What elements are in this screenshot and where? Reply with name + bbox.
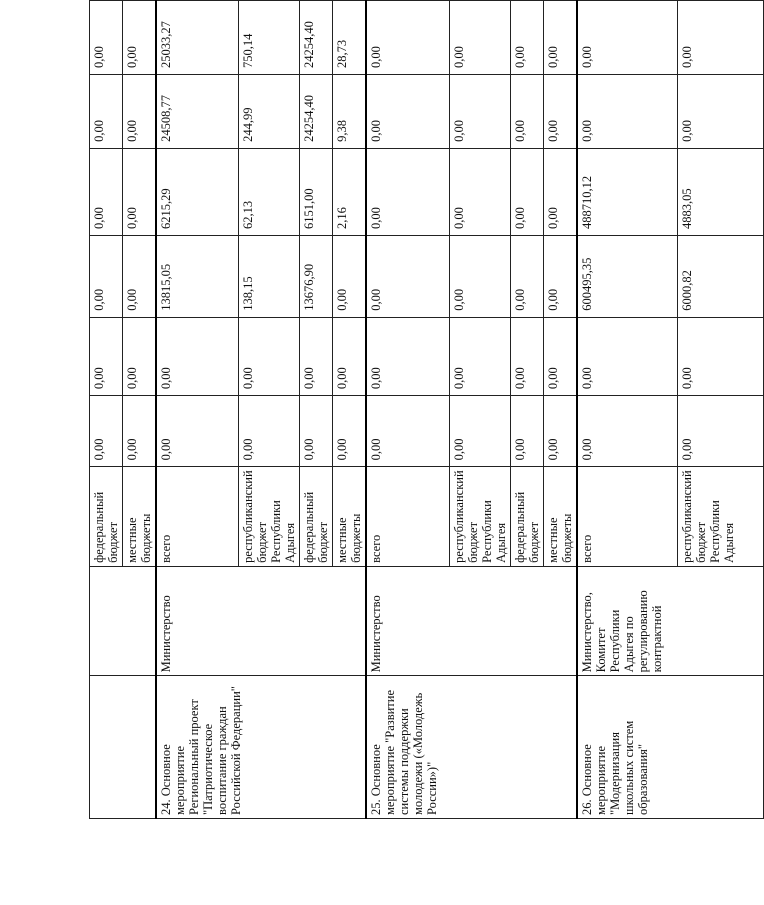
amount-cell: 0,00 (366, 148, 450, 235)
amount-cell: 0,00 (577, 396, 677, 467)
funding-source-cell: федеральный бюджет (511, 467, 544, 567)
amount-cell: 0,00 (677, 396, 763, 467)
funding-source-cell: всего (156, 467, 238, 567)
amount-cell: 0,00 (450, 74, 511, 148)
table-body (90, 1, 764, 819)
executor-cell: Министерство (156, 566, 366, 676)
amount-cell: 0,00 (511, 236, 544, 318)
amount-cell: 0,00 (90, 1, 123, 75)
amount-cell: 0,00 (366, 236, 450, 318)
amount-cell: 750,14 (238, 1, 299, 75)
amount-cell: 0,00 (511, 74, 544, 148)
amount-cell: 0,00 (677, 74, 763, 148)
funding-source-cell: республиканский бюджет Республики Адыгея (238, 467, 299, 567)
amount-cell: 0,00 (123, 236, 157, 318)
amount-cell: 0,00 (238, 396, 299, 467)
amount-cell: 0,00 (511, 148, 544, 235)
amount-cell: 24254,40 (299, 1, 332, 75)
funding-source-cell: местные бюджеты (544, 467, 578, 567)
amount-cell: 0,00 (90, 396, 123, 467)
amount-cell: 9,38 (332, 74, 366, 148)
funding-source-cell: местные бюджеты (123, 467, 157, 567)
table-row (156, 1, 238, 819)
amount-cell: 0,00 (511, 1, 544, 75)
amount-cell: 0,00 (366, 317, 450, 395)
executor-cell: Министерство (366, 566, 578, 676)
amount-cell: 13676,90 (299, 236, 332, 318)
amount-cell: 0,00 (366, 1, 450, 75)
measure-name-cell: 26. Основное мероприятие "Модернизация школьных систем образования" (577, 676, 763, 819)
amount-cell: 6000,82 (677, 236, 763, 318)
amount-cell: 0,00 (90, 148, 123, 235)
amount-cell: 0,00 (450, 236, 511, 318)
amount-cell: 24508,77 (156, 74, 238, 148)
amount-cell: 0,00 (123, 396, 157, 467)
amount-cell: 0,00 (123, 148, 157, 235)
amount-cell: 0,00 (123, 317, 157, 395)
funding-source-cell: местные бюджеты (332, 467, 366, 567)
amount-cell: 4883,05 (677, 148, 763, 235)
executor-cell: Министерство, Комитет Республики Адыгея по регулированию контрактной (577, 566, 763, 676)
amount-cell: 0,00 (156, 396, 238, 467)
amount-cell: 13815,05 (156, 236, 238, 318)
measure-name-cell: 24. Основное мероприятие Региональный проект "Патриотическое воспитание граждан Российской Федерации" (156, 676, 366, 819)
amount-cell: 0,00 (90, 317, 123, 395)
amount-cell: 62,13 (238, 148, 299, 235)
amount-cell: 0,00 (544, 317, 578, 395)
amount-cell: 0,00 (544, 74, 578, 148)
measure-name-cell (90, 676, 157, 819)
amount-cell: 28,73 (332, 1, 366, 75)
amount-cell: 0,00 (332, 236, 366, 318)
amount-cell: 2,16 (332, 148, 366, 235)
amount-cell: 0,00 (299, 396, 332, 467)
measure-name-cell: 25. Основное мероприятие "Развитие системы поддержки молодежи («Молодежь России»)" (366, 676, 578, 819)
amount-cell: 0,00 (677, 1, 763, 75)
amount-cell: 0,00 (544, 236, 578, 318)
amount-cell: 488710,12 (577, 148, 677, 235)
amount-cell: 6151,00 (299, 148, 332, 235)
amount-cell: 0,00 (332, 396, 366, 467)
table-row (90, 1, 123, 819)
amount-cell: 6215,29 (156, 148, 238, 235)
amount-cell: 0,00 (544, 148, 578, 235)
amount-cell: 0,00 (156, 317, 238, 395)
amount-cell: 0,00 (90, 236, 123, 318)
amount-cell: 0,00 (577, 1, 677, 75)
amount-cell: 0,00 (511, 396, 544, 467)
amount-cell: 0,00 (366, 396, 450, 467)
funding-source-cell: всего (366, 467, 450, 567)
amount-cell: 0,00 (123, 1, 157, 75)
amount-cell: 0,00 (544, 1, 578, 75)
amount-cell: 0,00 (511, 317, 544, 395)
table-row (366, 1, 450, 819)
amount-cell: 0,00 (123, 74, 157, 148)
amount-cell: 0,00 (450, 1, 511, 75)
amount-cell: 0,00 (450, 317, 511, 395)
amount-cell: 0,00 (299, 317, 332, 395)
amount-cell: 138,15 (238, 236, 299, 318)
amount-cell: 24254,40 (299, 74, 332, 148)
funding-source-cell: федеральный бюджет (90, 467, 123, 567)
funding-source-cell: республиканский бюджет Республики Адыгея (450, 467, 511, 567)
funding-source-cell: всего (577, 467, 677, 567)
funding-source-cell: федеральный бюджет (299, 467, 332, 567)
amount-cell: 0,00 (544, 396, 578, 467)
executor-cell (90, 566, 157, 676)
amount-cell: 0,00 (577, 317, 677, 395)
amount-cell: 0,00 (238, 317, 299, 395)
amount-cell: 600495,35 (577, 236, 677, 318)
funding-source-cell: республиканский бюджет Республики Адыгея (677, 467, 763, 567)
amount-cell: 0,00 (450, 396, 511, 467)
amount-cell: 0,00 (450, 148, 511, 235)
amount-cell: 25033,27 (156, 1, 238, 75)
amount-cell: 0,00 (90, 74, 123, 148)
amount-cell: 0,00 (677, 317, 763, 395)
amount-cell: 0,00 (577, 74, 677, 148)
amount-cell: 0,00 (366, 74, 450, 148)
table-row (577, 1, 677, 819)
amount-cell: 0,00 (332, 317, 366, 395)
budget-table (89, 0, 764, 819)
amount-cell: 244,99 (238, 74, 299, 148)
